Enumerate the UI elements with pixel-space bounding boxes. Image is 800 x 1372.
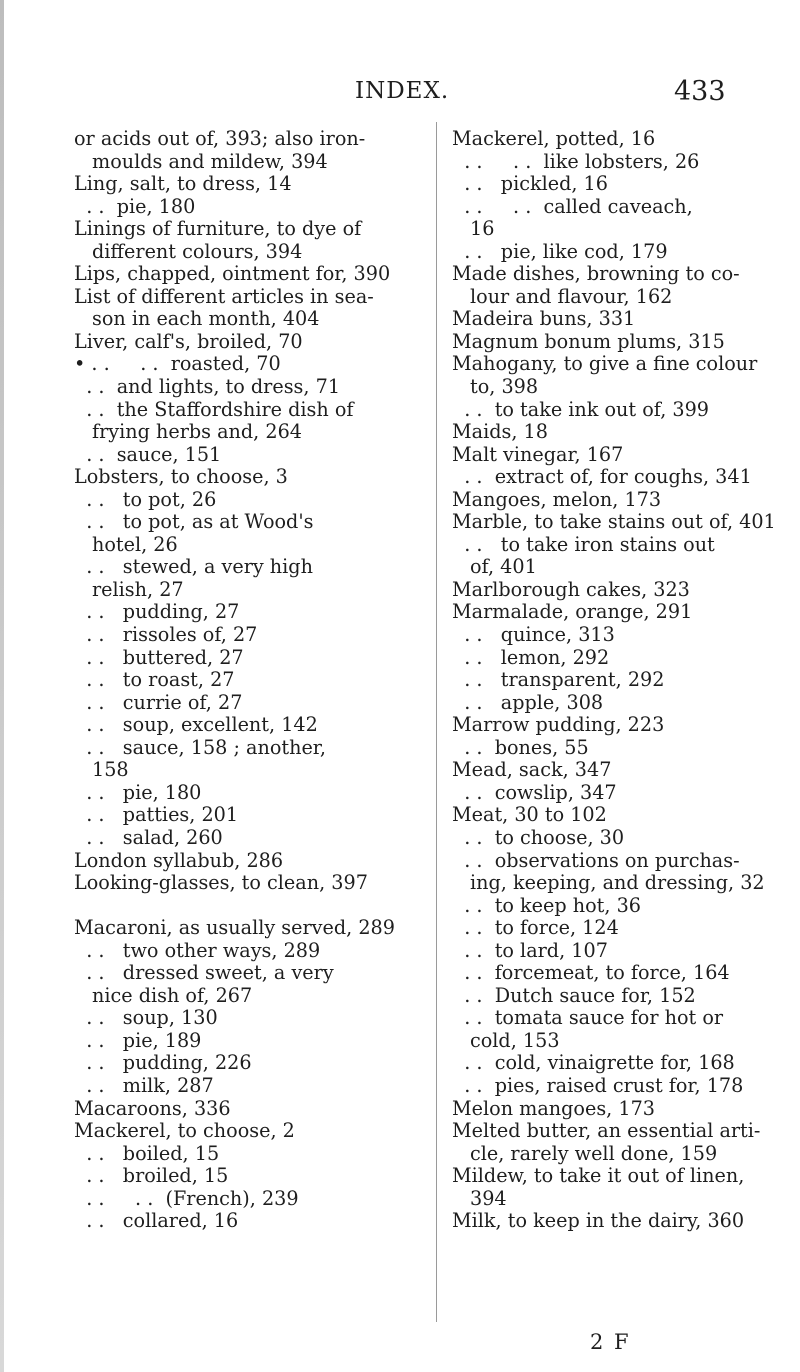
index-entry: Ling, salt, to dress, 14 (74, 172, 292, 196)
index-entry: . . currie of, 27 (74, 690, 243, 714)
index-entry: relish, 27 (92, 577, 184, 601)
right-column (452, 127, 776, 1233)
index-entry: or acids out of, 393; also iron- (74, 127, 366, 150)
signature-mark: 2 F (590, 1330, 631, 1354)
index-entry: . . to lard, 107 (452, 938, 608, 962)
index-entry: Meat, 30 to 102 (452, 803, 607, 827)
index-entry: London syllabub, 286 (74, 848, 284, 872)
index-entry: . . buttered, 27 (74, 645, 244, 669)
index-entry: . . collared, 16 (74, 1209, 239, 1233)
index-entry: . . sauce, 151 (74, 442, 222, 466)
index-entry: . . quince, 313 (452, 623, 615, 647)
index-entry: Made dishes, browning to co- (452, 262, 740, 286)
index-entry: Melted butter, an essential arti- (452, 1119, 761, 1143)
index-entry: . . sauce, 158 ; another, (74, 735, 326, 759)
index-entry: . . to take ink out of, 399 (452, 397, 710, 421)
index-entry: Linings of furniture, to dye of (74, 217, 362, 241)
index-entry: hotel, 26 (92, 532, 178, 556)
left-column (74, 128, 426, 1233)
index-entry: . . observations on purchas- (452, 848, 740, 872)
index-entry: . . pie, like cod, 179 (452, 239, 668, 263)
index-entry: . . Dutch sauce for, 152 (452, 983, 696, 1007)
index-entry: . . transparent, 292 (452, 668, 665, 692)
index-entry: lour and flavour, 162 (470, 284, 673, 308)
index-entry: . . apple, 308 (452, 690, 604, 714)
index-entry: . . the Staffordshire dish of (74, 397, 354, 421)
index-entry: Mackerel, potted, 16 (452, 127, 656, 150)
index-entry: cle, rarely well done, 159 (470, 1141, 718, 1165)
page-edge (0, 0, 4, 1372)
index-entry: . . pie, 180 (74, 780, 202, 804)
index-entry: . . two other ways, 289 (74, 938, 321, 962)
index-entry: . . to pot, 26 (74, 487, 217, 511)
index-entry: frying herbs and, 264 (92, 420, 303, 444)
index-entry: . . and lights, to dress, 71 (74, 375, 341, 399)
page-header (0, 78, 800, 118)
index-entry: . . pies, raised crust for, 178 (452, 1073, 744, 1097)
index-entry: Macaroons, 336 (74, 1096, 231, 1120)
index-entry: . . to roast, 27 (74, 668, 235, 692)
index-entry: . . cold, vinaigrette for, 168 (452, 1051, 735, 1075)
index-entry: Marrow pudding, 223 (452, 713, 665, 737)
index-entry: . . . . like lobsters, 26 (452, 149, 700, 173)
index-entry: . . pudding, 27 (74, 600, 240, 624)
index-entry: . . rissoles of, 27 (74, 623, 258, 647)
index-entry: Maids, 18 (452, 420, 548, 444)
index-entry: Lobsters, to choose, 3 (74, 465, 288, 489)
index-entry: Malt vinegar, 167 (452, 442, 624, 466)
index-entry: Milk, to keep in the dairy, 360 (452, 1209, 745, 1233)
index-entry: Mildew, to take it out of linen, (452, 1164, 745, 1188)
column-divider (436, 122, 437, 1322)
index-entry: 158 (92, 758, 129, 782)
index-entry: . . bones, 55 (452, 735, 589, 759)
index-entry: . . tomata sauce for hot or (452, 1006, 724, 1030)
index-entry: ing, keeping, and dressing, 32 (470, 871, 765, 895)
index-entry: Melon mangoes, 173 (452, 1096, 655, 1120)
index-entry: . . forcemeat, to force, 164 (452, 961, 730, 985)
index-entry: Mangoes, melon, 173 (452, 487, 662, 511)
index-entry: Liver, calf's, broiled, 70 (74, 329, 303, 353)
index-entry: 394 (470, 1186, 507, 1210)
index-entry: . . to keep hot, 36 (452, 893, 642, 917)
index-entry: . . extract of, for coughs, 341 (452, 465, 752, 489)
index-entry: . . pie, 180 (74, 194, 196, 218)
index-entry: List of different articles in sea- (74, 284, 374, 308)
index-entry: . . to take iron stains out (452, 532, 715, 556)
index-entry: . . boiled, 15 (74, 1141, 220, 1165)
index-entry: . . to choose, 30 (452, 825, 625, 849)
index-entry: Lips, chapped, ointment for, 390 (74, 262, 391, 286)
index-entry: nice dish of, 267 (92, 983, 253, 1007)
index-entry: Marble, to take stains out of, 401 (452, 510, 776, 534)
index-entry: moulds and mildew, 394 (92, 149, 328, 173)
index-entry: Looking-glasses, to clean, 397 (74, 871, 368, 895)
index-entry: 16 (470, 217, 495, 241)
index-entry: . . broiled, 15 (74, 1164, 229, 1188)
index-entry: son in each month, 404 (92, 307, 320, 331)
index-entry: . . . . (French), 239 (74, 1186, 299, 1210)
index-entry: Mahogany, to give a fine colour (452, 352, 758, 376)
index-entry: Marlborough cakes, 323 (452, 577, 690, 601)
index-entry: of, 401 (470, 555, 537, 579)
index-entry: . . soup, 130 (74, 1006, 218, 1030)
index-entry: . . pie, 189 (74, 1028, 202, 1052)
index-entry: . . to pot, as at Wood's (74, 510, 314, 534)
index-entry: Marmalade, orange, 291 (452, 600, 693, 624)
index-entry: Magnum bonum plums, 315 (452, 329, 725, 353)
index-entry: . . milk, 287 (74, 1073, 214, 1097)
index-entry: . . salad, 260 (74, 825, 223, 849)
index-entry: . . to force, 124 (452, 916, 619, 940)
index-entry: . . soup, excellent, 142 (74, 713, 318, 737)
index-entry (74, 895, 426, 918)
index-entry: Mackerel, to choose, 2 (74, 1119, 295, 1143)
index-entry: . . patties, 201 (74, 803, 239, 827)
index-entry: . . dressed sweet, a very (74, 961, 334, 985)
index-entry: . . stewed, a very high (74, 555, 313, 579)
index-entry: • . . . . roasted, 70 (74, 352, 281, 376)
index-entry: different colours, 394 (92, 239, 303, 263)
index-entry: Mead, sack, 347 (452, 758, 612, 782)
index-entry: cold, 153 (470, 1028, 560, 1052)
index-entry: . . pudding, 226 (74, 1051, 252, 1075)
page-number: 433 (674, 76, 726, 107)
index-entry: . . lemon, 292 (452, 645, 610, 669)
index-entry: Madeira buns, 331 (452, 307, 636, 331)
index-entry: . . cowslip, 347 (452, 780, 617, 804)
index-entry: . . pickled, 16 (452, 172, 608, 196)
running-title: INDEX. (355, 78, 450, 104)
index-entry: to, 398 (470, 375, 539, 399)
index-entry: Macaroni, as usually served, 289 (74, 916, 395, 940)
index-entry: . . . . called caveach, (452, 194, 693, 218)
